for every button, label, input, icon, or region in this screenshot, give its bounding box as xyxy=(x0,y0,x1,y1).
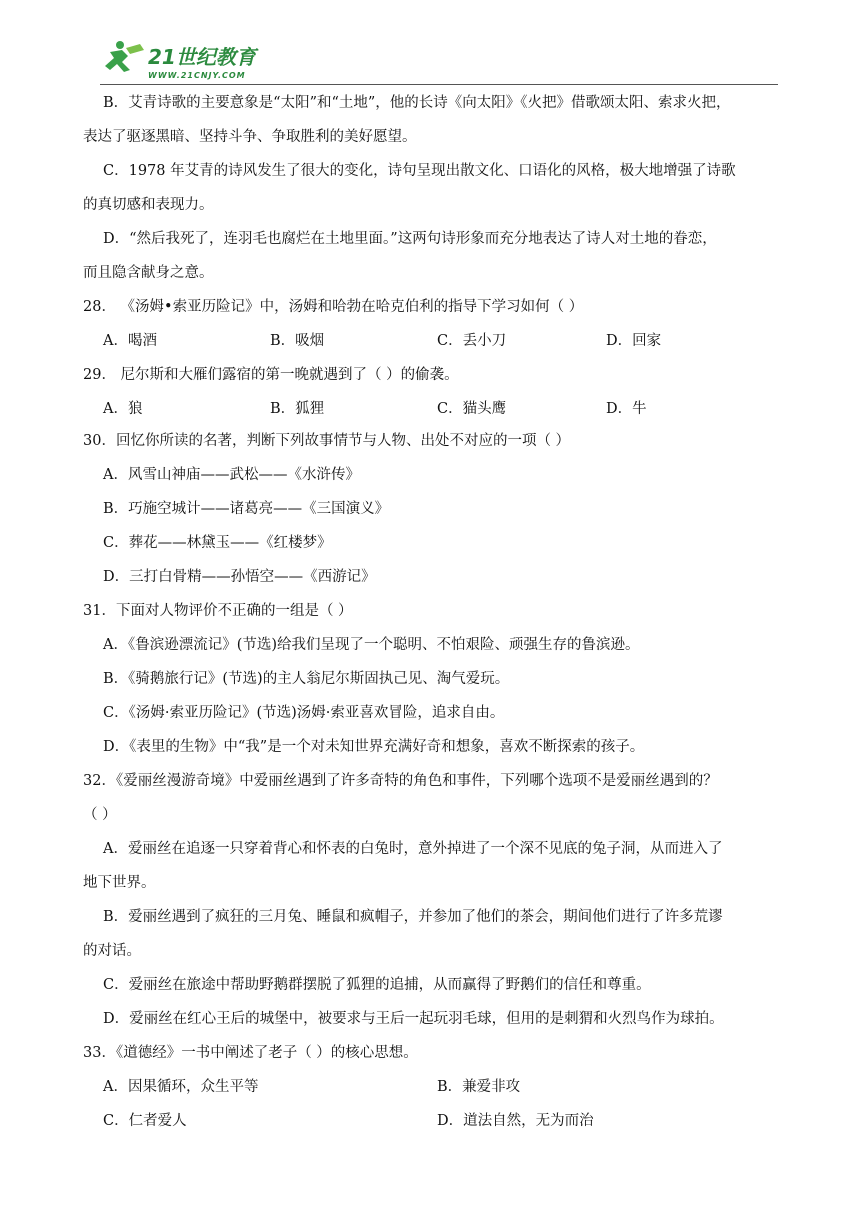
answer-option: D．牛 xyxy=(606,401,647,417)
text-line: 地下世界。 xyxy=(83,875,156,891)
site-logo xyxy=(100,38,280,86)
text-line: B．巧施空城计——诸葛亮——《三国演义》 xyxy=(103,501,390,517)
text-line: 31．下面对人物评价不正确的一组是（ ） xyxy=(83,603,353,619)
text-line: 表达了驱逐黑暗、坚持斗争、争取胜利的美好愿望。 xyxy=(83,129,417,145)
logo-url: WWW.21CNJY.COM xyxy=(148,71,246,80)
answer-option: B．兼爱非攻 xyxy=(437,1079,521,1095)
text-line: C．葬花——林黛玉——《红楼梦》 xyxy=(103,535,332,551)
text-line: 33．《道德经》一书中阐述了老子（ ）的核心思想。 xyxy=(83,1045,418,1061)
answer-option: C．猫头鹰 xyxy=(437,401,507,417)
answer-option: D．回家 xyxy=(606,333,662,349)
answer-option: B．吸烟 xyxy=(270,333,325,349)
text-line: 30．回忆你所读的名著，判断下列故事情节与人物、出处不对应的一项（ ） xyxy=(83,433,571,449)
answer-option: A．因果循环，众生平等 xyxy=(103,1079,259,1095)
text-line: D．《表里的生物》中“我”是一个对未知世界充满好奇和想象，喜欢不断探索的孩子。 xyxy=(103,739,645,755)
text-line: C．1978 年艾青的诗风发生了很大的变化，诗句呈现出散文化、口语化的风格，极大地增强了诗歌 xyxy=(103,163,736,179)
text-line: 而且隐含献身之意。 xyxy=(83,265,214,281)
text-line: D．爱丽丝在红心王后的城堡中，被要求与王后一起玩羽毛球，但用的是刺猬和火烈鸟作为球拍。 xyxy=(103,1011,724,1027)
text-line: 32．《爱丽丝漫游奇境》中爱丽丝遇到了许多奇特的角色和事件，下列哪个选项不是爱丽丝遇到的？ xyxy=(83,773,718,789)
answer-option: B．狐狸 xyxy=(270,401,325,417)
text-line: A．风雪山神庙——武松——《水浒传》 xyxy=(103,467,360,483)
text-line: D．三打白骨精——孙悟空——《西游记》 xyxy=(103,569,376,585)
text-line: （ ） xyxy=(83,807,117,823)
text-line: B．《骑鹅旅行记》(节选)的主人翁尼尔斯固执己见、淘气爱玩。 xyxy=(103,671,510,687)
text-line: 28． 《汤姆•索亚历险记》中，汤姆和哈勃在哈克伯利的指导下学习如何（ ） xyxy=(83,299,584,315)
text-line: 29． 尼尔斯和大雁们露宿的第一晚就遇到了（ ）的偷袭。 xyxy=(83,367,459,383)
answer-option: C．丢小刀 xyxy=(437,333,507,349)
header-divider xyxy=(100,84,778,85)
text-line: A．爱丽丝在追逐一只穿着背心和怀表的白兔时，意外掉进了一个深不见底的兔子洞，从而进入了 xyxy=(103,841,723,857)
answer-option: A．狼 xyxy=(103,401,143,417)
answer-option: D．道法自然，无为而治 xyxy=(437,1113,594,1129)
text-line: 的对话。 xyxy=(83,943,141,959)
answer-option: A．喝酒 xyxy=(103,333,157,349)
text-line: A．《鲁滨逊漂流记》(节选)给我们呈现了一个聪明、不怕艰险、顽强生存的鲁滨逊。 xyxy=(103,637,640,653)
text-line: B．爱丽丝遇到了疯狂的三月兔、睡鼠和疯帽子，并参加了他们的茶会，期间他们进行了许多荒谬 xyxy=(103,909,723,925)
logo-text: 21世纪教育 xyxy=(148,45,256,69)
text-line: B．艾青诗歌的主要意象是“太阳”和“土地”，他的长诗《向太阳》《火把》借歌颂太阳、索求火把， xyxy=(103,95,731,111)
text-line: 的真切感和表现力。 xyxy=(83,197,214,213)
text-line: C．《汤姆·索亚历险记》(节选)汤姆·索亚喜欢冒险，追求自由。 xyxy=(103,705,505,721)
text-line: D．“然后我死了，连羽毛也腐烂在土地里面。”这两句诗形象而充分地表达了诗人对土地的眷恋， xyxy=(103,231,717,247)
answer-option: C．仁者爱人 xyxy=(103,1113,187,1129)
page-header xyxy=(0,0,860,90)
text-line: C．爱丽丝在旅途中帮助野鹅群摆脱了狐狸的追捕，从而赢得了野鹅们的信任和尊重。 xyxy=(103,977,651,993)
